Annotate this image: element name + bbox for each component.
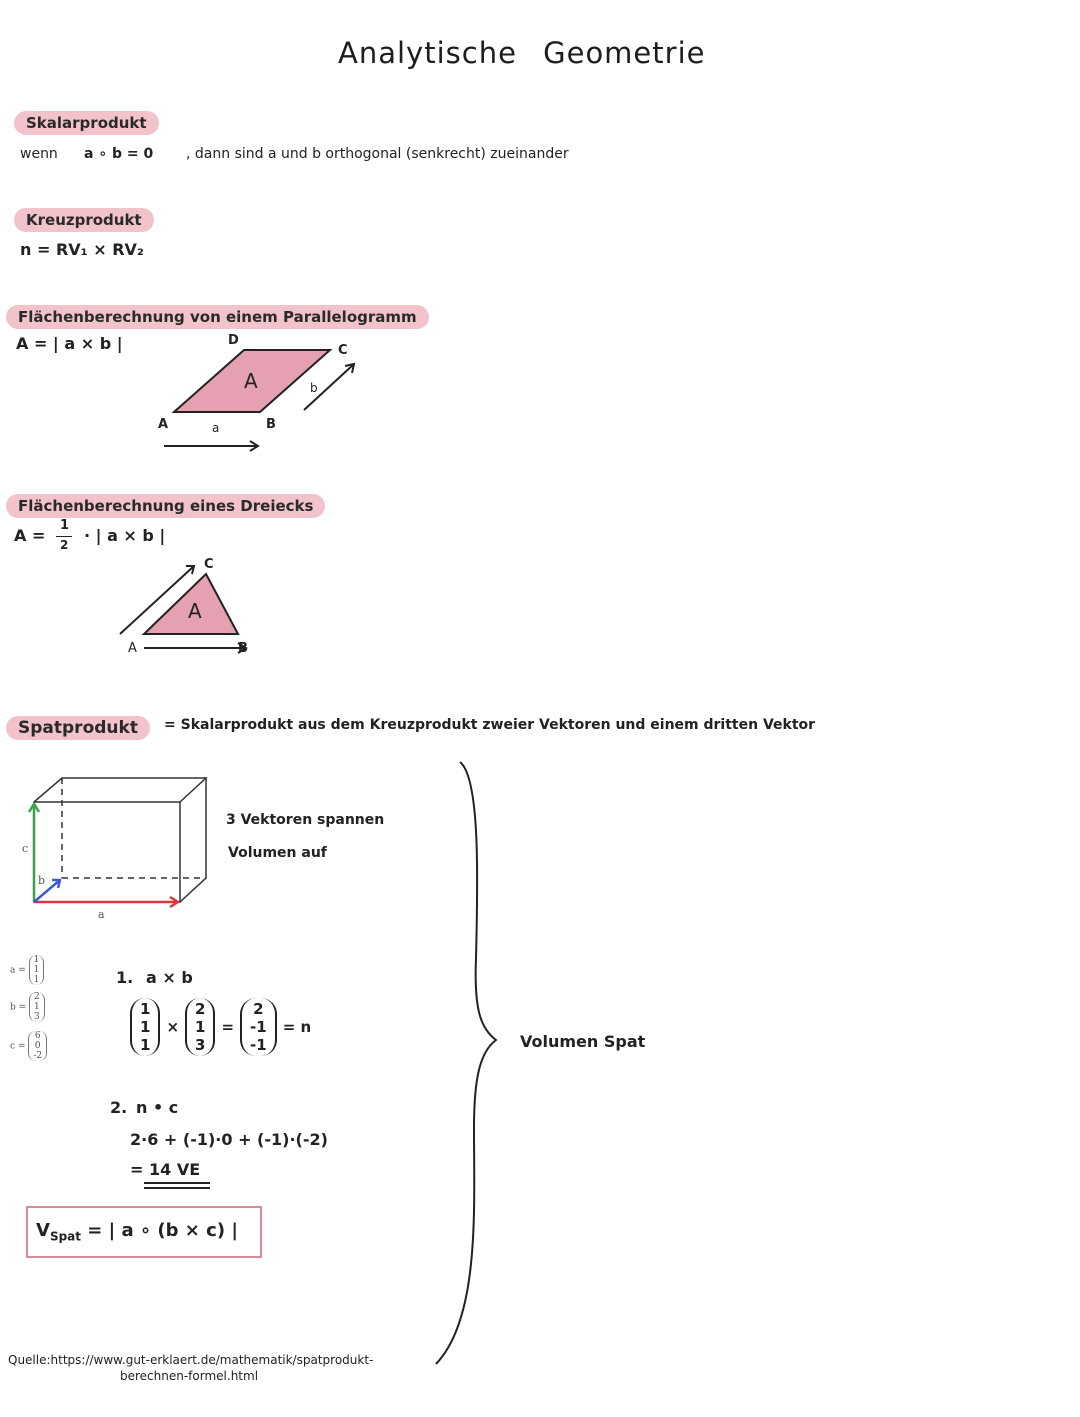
- vector-c-definition: c = 6 0 -2: [10, 1031, 47, 1061]
- parallelogramm-formula: A = | a × b |: [16, 334, 123, 353]
- dreieck-formula-prefix: A =: [14, 526, 46, 545]
- side-b-label: b: [310, 381, 318, 395]
- spatprodukt-heading: Spatprodukt: [6, 716, 150, 740]
- cuboid-label-c: c: [22, 842, 29, 855]
- page-title: Analytische Geometrie: [338, 36, 706, 70]
- skalar-rest: , dann sind a und b orthogonal (senkrecht) zueinander: [186, 146, 569, 162]
- cross-left-vector: 1 1 1: [130, 998, 160, 1056]
- parallelogramm-area-label: A: [244, 369, 258, 393]
- parallelogramm-diagram: [150, 330, 380, 460]
- dot-product-calculation: 2·6 + (-1)·0 + (-1)·(-2): [130, 1130, 328, 1149]
- fraction-denominator: 2: [60, 538, 69, 552]
- dot-product-result: = 14 VE: [130, 1160, 201, 1179]
- dreieck-corner-c: C: [204, 557, 214, 572]
- dreieck-diagram: [110, 552, 270, 662]
- cross-operator: ×: [166, 1018, 180, 1036]
- cross-result-vector: 2 -1 -1: [240, 998, 277, 1056]
- source-line2: berechnen-formel.html: [120, 1369, 259, 1383]
- source-citation: [8, 1352, 373, 1384]
- skalarprodukt-heading: Skalarprodukt: [14, 111, 159, 135]
- cuboid-label-b: b: [38, 874, 46, 887]
- skalar-formula: a ∘ b = 0: [84, 146, 154, 162]
- dreieck-corner-b: B: [238, 641, 248, 656]
- cross-product-calculation: [130, 998, 311, 1056]
- kreuzprodukt-heading: Kreuzprodukt: [14, 208, 154, 232]
- equals-sign: =: [221, 1018, 235, 1036]
- step2-formula: n • c: [136, 1098, 179, 1117]
- fraction-numerator: 1: [60, 518, 70, 533]
- spat-cuboid-diagram: [20, 770, 220, 920]
- corner-a: A: [158, 417, 169, 432]
- spat-note-line2: Volumen auf: [228, 845, 327, 861]
- fraction-bar: [56, 536, 72, 537]
- step1-label: 1.: [116, 968, 134, 987]
- skalar-prefix: wenn: [20, 146, 58, 162]
- cuboid-label-a: a: [98, 908, 105, 920]
- dreieck-corner-a: A: [128, 641, 137, 656]
- spat-definition: = Skalarprodukt aus dem Kreuzprodukt zweier Vektoren und einem dritten Vektor: [164, 717, 816, 733]
- corner-b: B: [266, 417, 276, 432]
- volume-formula: $V_{Spat}$ = | a ∘ (b × c) |: [36, 1220, 238, 1244]
- side-a-label: a: [212, 421, 220, 435]
- cross-right-vector: 2 1 3: [185, 998, 215, 1056]
- step1-formula: a × b: [146, 968, 193, 987]
- corner-c: C: [338, 343, 348, 358]
- dreieck-formula-rest: · | a × b |: [84, 526, 166, 545]
- corner-d: D: [228, 333, 239, 348]
- parallelogramm-heading: Flächenberechnung von einem Parallelogramm: [6, 305, 429, 329]
- dreieck-area-label: A: [188, 599, 202, 623]
- vector-b-definition: b = 2 1 3: [10, 992, 45, 1022]
- brace-label: Volumen Spat: [520, 1032, 646, 1051]
- curly-brace: [430, 758, 510, 1370]
- equals-n: = n: [282, 1018, 312, 1036]
- spat-note-line1: 3 Vektoren spannen: [226, 812, 385, 828]
- source-line1: Quelle:https://www.gut-erklaert.de/mathematik/spatprodukt-: [8, 1353, 374, 1367]
- step2-label: 2.: [110, 1098, 128, 1117]
- dreieck-heading: Flächenberechnung eines Dreiecks: [6, 494, 325, 518]
- cuboid-front: [34, 802, 180, 902]
- kreuz-formula: n = RV₁ × RV₂: [20, 240, 144, 259]
- vector-a-definition: a = 1 1 1: [10, 955, 44, 985]
